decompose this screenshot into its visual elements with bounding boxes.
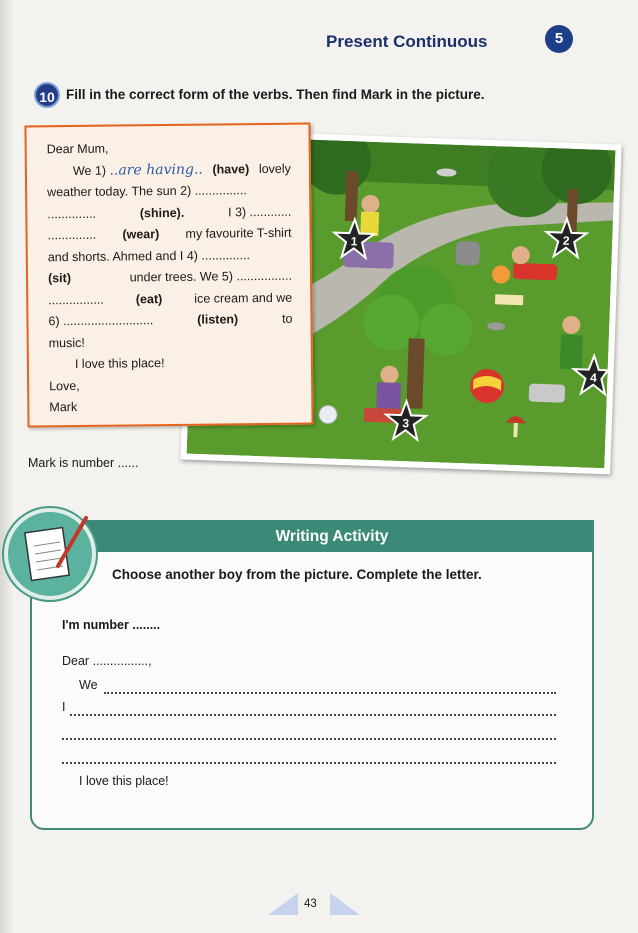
letter-card: [24, 123, 313, 428]
i-prompt: I: [62, 700, 66, 714]
letter-line-2: weather today. The sun 2) ...............: [47, 183, 247, 200]
badge-label-4: 4: [589, 370, 598, 385]
dear-prompt: Dear ................,: [62, 654, 152, 668]
unit-number-badge: 5: [545, 25, 573, 53]
mark-number-prompt: Mark is number ......: [28, 456, 139, 470]
writing-instruction: Choose another boy from the picture. Complete the letter.: [112, 567, 482, 582]
section-title: Present Continuous: [326, 32, 488, 51]
letter-line-9: music!: [48, 335, 85, 350]
notebook-icon: [4, 508, 96, 600]
exercise-number-badge: 10: [34, 82, 60, 108]
letter-signature: Mark: [49, 399, 78, 415]
page-edge-shadow: [0, 0, 14, 933]
letter-line-1: We 1) ..are having.. (have) lovely: [72, 161, 291, 179]
badge-label-3: 3: [402, 416, 410, 431]
closing-line: I love this place!: [79, 774, 169, 788]
letter-line-6: (sit) under trees. We 5) ................: [47, 268, 293, 286]
writing-activity-header: Writing Activity: [32, 522, 592, 552]
letter-line-3: .............. (shine). I 3) ............: [47, 204, 292, 221]
answer-example: ..are having..: [109, 161, 203, 179]
exercise-instruction: Fill in the correct form of the verbs. Then find Mark in the picture.: [66, 87, 485, 102]
badge-label-1: 1: [350, 234, 358, 249]
letter-greeting: Dear Mum,: [46, 141, 109, 157]
write-line-2[interactable]: [70, 714, 556, 716]
footer-decoration-left: [268, 893, 298, 915]
write-line-3[interactable]: [62, 738, 556, 740]
letter-line-5: and shorts. Ahmed and I 4) ..............: [47, 247, 251, 264]
letter-line-4: .............. (wear) my favourite T-shirt: [47, 225, 292, 243]
im-number-prompt: I'm number ........: [62, 618, 161, 632]
page-number: 43: [304, 898, 317, 910]
write-line-1[interactable]: [104, 692, 556, 694]
letter-line-8: 6) .......................... (listen) to: [48, 311, 293, 329]
letter-line-10: I love this place!: [74, 356, 165, 371]
we-prompt: We: [79, 678, 98, 692]
footer-decoration-right: [330, 893, 360, 915]
letter-signoff: Love,: [49, 378, 80, 393]
write-line-4[interactable]: [62, 762, 556, 764]
badge-label-2: 2: [562, 233, 570, 248]
letter-line-7: ................ (eat) ice cream and we: [48, 290, 293, 307]
